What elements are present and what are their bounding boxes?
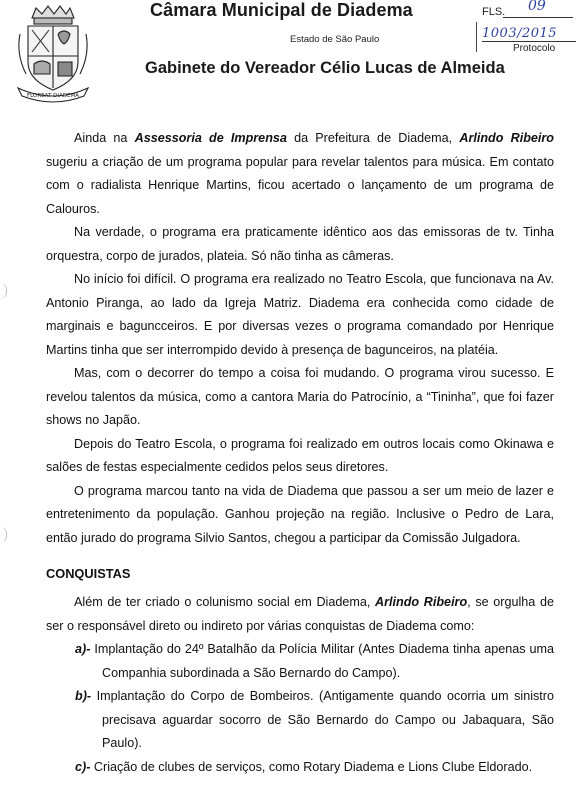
list-item: b)- Implantação do Corpo de Bombeiros. (Antigamente quando ocorria um sinistro precisava aguardar socorro de São Bernardo do Campo ou Jabaquara, São Paulo).: [75, 689, 554, 750]
fls-underline: [503, 17, 573, 18]
punch-hole-mark: [0, 527, 7, 543]
paragraph: Depois do Teatro Escola, o programa foi realizado em outros locais como Okinawa e salões de festas especialmente cedidos pelos seus diretores.: [46, 436, 554, 474]
paragraph: O programa marcou tanto na vida de Diadema que passou a ser um meio de lazer e entretenimento da população. Ganhou projeção na região. Inclusive o Pedro de Lara, então jurado do programa Silvio Santos, chegou a participar da Comissão Julgadora.: [46, 483, 554, 545]
protocol-number-handwritten: 1003/2015: [482, 26, 558, 41]
paragraph: Na verdade, o programa era praticamente idêntico aos das emissoras de tv. Tinha orquestra, corpo de jurados, plateia. Só não tinha as câmeras.: [46, 225, 554, 263]
paragraph: Ainda na Assessoria de Imprensa da Prefeitura de Diadema, Arlindo Ribeiro sugeriu a criação de um programa popular para revelar talentos para música. Em contato com o radialista Henrique Martins, ficou acertado o lançamento de um programa de Calouros.: [46, 131, 555, 216]
municipal-crest-icon: [12, 4, 90, 104]
paragraph: No início foi difícil. O programa era realizado no Teatro Escola, que funcionava na Av. Antonio Piranga, ao lado da Igreja Matriz. Diadema era conhecida como cidade de marginais e baguncceiros. E por diversas vezes o programa comandado por Henrique Martins tinha que ser interrompido devido à presença de bagunceiros, na platéia.: [46, 272, 554, 357]
protocol-label: Protocolo: [513, 43, 556, 54]
punch-hole-mark: [0, 283, 7, 299]
list-item: c)- Criação de clubes de serviços, como Rotary Diadema e Lions Clube Eldorado.: [75, 759, 533, 774]
office-title: Gabinete do Vereador Célio Lucas de Almeida: [145, 59, 505, 77]
list-item: a)- Implantação do 24º Batalhão da Polícia Militar (Antes Diadema tinha apenas uma Companhia subordinada a São Bernardo do Campo).: [75, 642, 554, 680]
state-line: Estado de São Paulo: [290, 34, 380, 45]
list-marker: b)-: [75, 689, 92, 703]
protocol-underline: [482, 41, 576, 42]
paragraph: Mas, com o decorrer do tempo a coisa foi mudando. O programa virou sucesso. E revelou talentos da música, como a cantora Maria do Patrocínio, a “Tininha”, que foi fazer shows no Japão.: [46, 366, 554, 427]
section-heading: CONQUISTAS: [46, 566, 131, 581]
list-marker: c)-: [75, 759, 91, 774]
document-body: [46, 127, 554, 779]
emphasis-name: Arlindo Ribeiro: [459, 131, 555, 145]
svg-text:FLOREAT DIADEMA: FLOREAT DIADEMA: [27, 93, 79, 99]
chamber-name: Câmara Municipal de Diadema: [150, 0, 413, 20]
list-marker: a)-: [75, 642, 91, 656]
fls-label: FLS.: [482, 6, 506, 18]
section-intro: Além de ter criado o colunismo social em Diadema, Arlindo Ribeiro, se orgulha de ser o responsável direto ou indireto por várias conquistas de Diadema como:: [46, 595, 554, 633]
emphasis-assessoria: Assessoria de Imprensa: [134, 131, 287, 145]
emphasis-name: Arlindo Ribeiro: [375, 595, 468, 609]
fls-number-handwritten: 09: [528, 0, 546, 14]
